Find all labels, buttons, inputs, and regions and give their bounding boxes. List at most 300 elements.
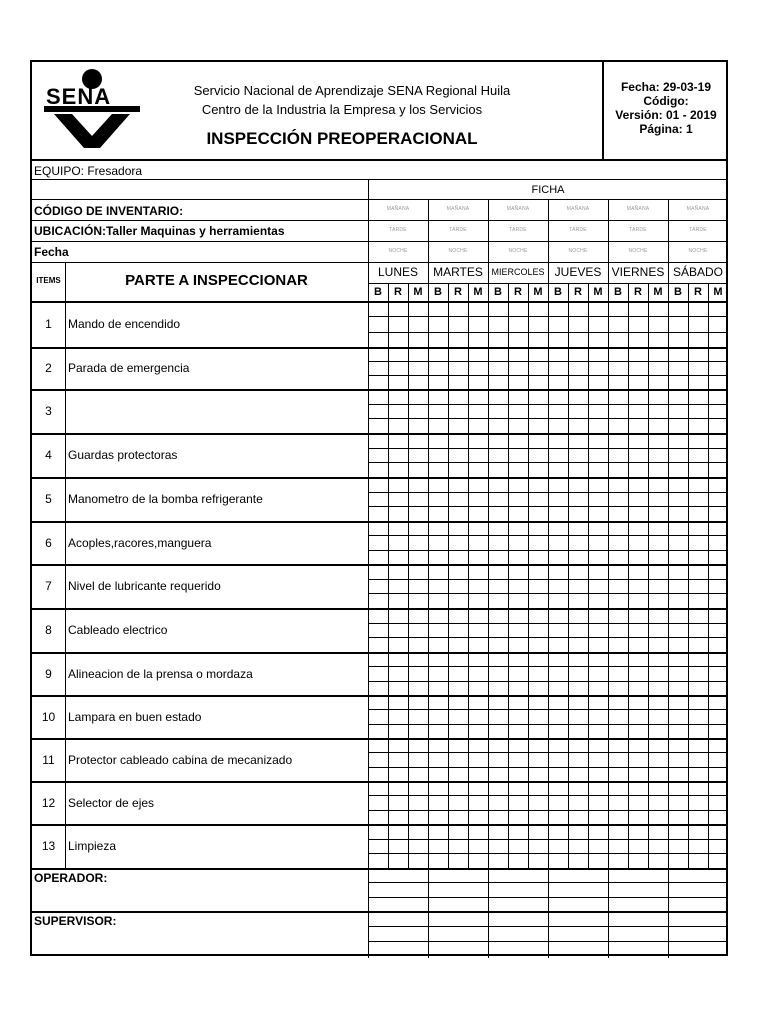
check-cell[interactable]: [468, 347, 488, 389]
item-number: 2: [45, 361, 52, 375]
check-cell[interactable]: [588, 695, 608, 738]
check-cell[interactable]: [668, 301, 688, 347]
check-cell[interactable]: [648, 301, 668, 347]
check-cell[interactable]: [428, 389, 448, 433]
check-cell[interactable]: [368, 781, 388, 824]
check-cell[interactable]: [568, 477, 588, 521]
check-cell[interactable]: [688, 608, 708, 652]
check-cell[interactable]: [408, 389, 428, 433]
check-cell[interactable]: [688, 389, 708, 433]
check-cell[interactable]: [628, 695, 648, 738]
check-cell[interactable]: [388, 652, 408, 695]
check-cell[interactable]: [508, 781, 528, 824]
supervisor-sign-cell[interactable]: [368, 911, 428, 956]
check-cell[interactable]: [368, 477, 388, 521]
check-cell[interactable]: [488, 695, 508, 738]
check-cell[interactable]: [528, 433, 548, 477]
item-label: [68, 389, 366, 433]
check-cell[interactable]: [708, 347, 728, 389]
check-cell[interactable]: [688, 652, 708, 695]
operador-sign-cell[interactable]: [488, 868, 548, 911]
rating-header: M: [593, 286, 603, 298]
check-cell[interactable]: [368, 347, 388, 389]
check-cell[interactable]: [708, 695, 728, 738]
check-cell[interactable]: [388, 695, 408, 738]
check-cell[interactable]: [448, 389, 468, 433]
item-label: Selector de ejes: [68, 795, 155, 810]
check-cell[interactable]: [448, 301, 468, 347]
check-cell[interactable]: [648, 738, 668, 781]
supervisor-sign-cell[interactable]: [548, 911, 608, 956]
check-cell[interactable]: [408, 824, 428, 868]
check-cell[interactable]: [468, 433, 488, 477]
check-cell[interactable]: [428, 564, 448, 608]
check-cell[interactable]: [588, 564, 608, 608]
check-cell[interactable]: [688, 347, 708, 389]
check-cell[interactable]: [448, 652, 468, 695]
check-cell[interactable]: [388, 738, 408, 781]
check-cell[interactable]: [648, 652, 668, 695]
check-cell[interactable]: [568, 301, 588, 347]
check-cell[interactable]: [588, 433, 608, 477]
codigo-inventario-label: CÓDIGO DE INVENTARIO:: [34, 204, 184, 218]
item-number: 1: [45, 317, 52, 331]
check-cell[interactable]: [388, 824, 408, 868]
check-cell[interactable]: [668, 521, 688, 564]
check-cell[interactable]: [488, 564, 508, 608]
rating-header: B: [554, 286, 562, 298]
check-cell[interactable]: [508, 347, 528, 389]
check-cell[interactable]: [448, 564, 468, 608]
supervisor-sign-cell[interactable]: [488, 911, 548, 956]
check-cell[interactable]: [608, 477, 628, 521]
check-cell[interactable]: [388, 608, 408, 652]
shift-cell: NOCHE: [628, 248, 648, 254]
check-cell[interactable]: [548, 652, 568, 695]
check-cell[interactable]: [368, 695, 388, 738]
check-cell[interactable]: [388, 781, 408, 824]
day-header-lunes: LUNES: [377, 265, 418, 279]
check-cell[interactable]: [688, 824, 708, 868]
check-cell[interactable]: [608, 695, 628, 738]
check-cell[interactable]: [568, 781, 588, 824]
rating-header: B: [494, 286, 502, 298]
check-cell[interactable]: [488, 781, 508, 824]
check-cell[interactable]: [548, 781, 568, 824]
rating-header: M: [533, 286, 543, 298]
check-cell[interactable]: [468, 738, 488, 781]
check-cell[interactable]: [608, 781, 628, 824]
check-cell[interactable]: [548, 564, 568, 608]
check-cell[interactable]: [428, 608, 448, 652]
check-cell[interactable]: [468, 521, 488, 564]
part-header: PARTE A INSPECCIONAR: [125, 272, 308, 289]
check-cell[interactable]: [708, 781, 728, 824]
check-cell[interactable]: [628, 738, 648, 781]
check-cell[interactable]: [508, 433, 528, 477]
check-cell[interactable]: [548, 824, 568, 868]
day-header-martes: MARTES: [433, 265, 483, 279]
check-cell[interactable]: [448, 477, 468, 521]
check-cell[interactable]: [588, 477, 608, 521]
check-cell[interactable]: [408, 347, 428, 389]
check-cell[interactable]: [588, 608, 608, 652]
check-cell[interactable]: [588, 389, 608, 433]
check-cell[interactable]: [368, 389, 388, 433]
item-number: 4: [45, 448, 52, 462]
check-cell[interactable]: [548, 738, 568, 781]
check-cell[interactable]: [568, 389, 588, 433]
check-cell[interactable]: [608, 652, 628, 695]
supervisor-label: SUPERVISOR:: [34, 914, 117, 928]
check-cell[interactable]: [708, 301, 728, 347]
check-cell[interactable]: [568, 695, 588, 738]
shift-cell: MAÑANA: [686, 206, 710, 212]
sena-logo: [40, 66, 144, 154]
check-cell[interactable]: [668, 738, 688, 781]
check-cell[interactable]: [448, 738, 468, 781]
check-cell[interactable]: [688, 433, 708, 477]
supervisor-sign-cell[interactable]: [608, 911, 668, 956]
check-cell[interactable]: [408, 695, 428, 738]
check-cell[interactable]: [368, 564, 388, 608]
check-cell[interactable]: [388, 301, 408, 347]
check-cell[interactable]: [468, 301, 488, 347]
check-cell[interactable]: [368, 608, 388, 652]
check-cell[interactable]: [548, 347, 568, 389]
check-cell[interactable]: [708, 477, 728, 521]
check-cell[interactable]: [488, 824, 508, 868]
check-cell[interactable]: [648, 695, 668, 738]
check-cell[interactable]: [528, 695, 548, 738]
check-cell[interactable]: [428, 521, 448, 564]
check-cell[interactable]: [368, 521, 388, 564]
check-cell[interactable]: [588, 824, 608, 868]
check-cell[interactable]: [548, 695, 568, 738]
check-cell[interactable]: [568, 652, 588, 695]
shift-cell: MAÑANA: [386, 206, 410, 212]
supervisor-sign-cell[interactable]: [668, 911, 728, 956]
check-cell[interactable]: [528, 824, 548, 868]
check-cell[interactable]: [648, 564, 668, 608]
check-cell[interactable]: [688, 477, 708, 521]
check-cell[interactable]: [708, 564, 728, 608]
check-cell[interactable]: [448, 824, 468, 868]
check-cell[interactable]: [528, 389, 548, 433]
check-cell[interactable]: [508, 477, 528, 521]
item-label: Nivel de lubricante requerido: [68, 579, 221, 593]
check-cell[interactable]: [668, 695, 688, 738]
shift-cell: TARDE: [389, 227, 407, 233]
check-cell[interactable]: [468, 389, 488, 433]
check-cell[interactable]: [528, 652, 548, 695]
check-cell[interactable]: [368, 824, 388, 868]
day-header-viernes: VIERNES: [611, 265, 665, 279]
check-cell[interactable]: [528, 477, 548, 521]
check-cell[interactable]: [588, 738, 608, 781]
ficha-label: FICHA: [531, 184, 565, 196]
check-cell[interactable]: [528, 521, 548, 564]
check-cell[interactable]: [548, 477, 568, 521]
check-cell[interactable]: [688, 564, 708, 608]
check-cell[interactable]: [708, 389, 728, 433]
check-cell[interactable]: [388, 521, 408, 564]
check-cell[interactable]: [468, 824, 488, 868]
meta-version: Versión: 01 - 2019: [615, 108, 717, 122]
check-cell[interactable]: [628, 521, 648, 564]
operador-label: OPERADOR:: [34, 871, 108, 885]
check-cell[interactable]: [688, 521, 708, 564]
check-cell[interactable]: [668, 389, 688, 433]
check-cell[interactable]: [448, 608, 468, 652]
org-line-2: Centro de la Industria la Empresa y los Servicios: [201, 102, 483, 117]
check-cell[interactable]: [408, 564, 428, 608]
check-cell[interactable]: [608, 564, 628, 608]
check-cell[interactable]: [648, 521, 668, 564]
check-cell[interactable]: [488, 652, 508, 695]
check-cell[interactable]: [608, 608, 628, 652]
check-cell[interactable]: [708, 608, 728, 652]
check-cell[interactable]: [628, 389, 648, 433]
check-cell[interactable]: [408, 781, 428, 824]
check-cell[interactable]: [528, 781, 548, 824]
check-cell[interactable]: [428, 433, 448, 477]
check-cell[interactable]: [668, 433, 688, 477]
day-header-sábado: SÁBADO: [672, 265, 723, 279]
check-cell[interactable]: [568, 564, 588, 608]
check-cell[interactable]: [428, 824, 448, 868]
check-cell[interactable]: [368, 301, 388, 347]
check-cell[interactable]: [688, 738, 708, 781]
check-cell[interactable]: [648, 347, 668, 389]
rating-header: R: [634, 286, 642, 298]
item-label: Parada de emergencia: [68, 361, 190, 375]
item-number: 8: [45, 623, 52, 637]
check-cell[interactable]: [428, 301, 448, 347]
check-cell[interactable]: [508, 521, 528, 564]
check-cell[interactable]: [408, 433, 428, 477]
check-cell[interactable]: [468, 781, 488, 824]
check-cell[interactable]: [508, 738, 528, 781]
check-cell[interactable]: [568, 347, 588, 389]
check-cell[interactable]: [588, 347, 608, 389]
check-cell[interactable]: [668, 781, 688, 824]
check-cell[interactable]: [528, 608, 548, 652]
rating-header: B: [434, 286, 442, 298]
check-cell[interactable]: [588, 521, 608, 564]
check-cell[interactable]: [468, 477, 488, 521]
check-cell[interactable]: [508, 695, 528, 738]
check-cell[interactable]: [628, 433, 648, 477]
check-cell[interactable]: [688, 695, 708, 738]
check-cell[interactable]: [528, 738, 548, 781]
supervisor-sign-cell[interactable]: [428, 911, 488, 956]
check-cell[interactable]: [408, 738, 428, 781]
check-cell[interactable]: [608, 521, 628, 564]
check-cell[interactable]: [448, 347, 468, 389]
rating-header: R: [394, 286, 402, 298]
check-cell[interactable]: [648, 608, 668, 652]
item-label: Limpieza: [68, 839, 117, 853]
check-cell[interactable]: [708, 652, 728, 695]
check-cell[interactable]: [468, 608, 488, 652]
check-cell[interactable]: [528, 301, 548, 347]
item-number: 10: [41, 709, 56, 724]
check-cell[interactable]: [668, 347, 688, 389]
check-cell[interactable]: [668, 824, 688, 868]
shift-cell: NOCHE: [448, 248, 468, 254]
check-cell[interactable]: [508, 652, 528, 695]
check-cell[interactable]: [488, 389, 508, 433]
check-cell[interactable]: [388, 564, 408, 608]
check-cell[interactable]: [468, 652, 488, 695]
check-cell[interactable]: [608, 347, 628, 389]
check-cell[interactable]: [488, 347, 508, 389]
check-cell[interactable]: [448, 695, 468, 738]
check-cell[interactable]: [568, 824, 588, 868]
check-cell[interactable]: [628, 347, 648, 389]
check-cell[interactable]: [668, 652, 688, 695]
check-cell[interactable]: [388, 347, 408, 389]
check-cell[interactable]: [628, 301, 648, 347]
check-cell[interactable]: [548, 301, 568, 347]
check-cell[interactable]: [628, 652, 648, 695]
check-cell[interactable]: [408, 608, 428, 652]
check-cell[interactable]: [488, 608, 508, 652]
check-cell[interactable]: [588, 781, 608, 824]
check-cell[interactable]: [508, 564, 528, 608]
check-cell[interactable]: [508, 301, 528, 347]
check-cell[interactable]: [668, 564, 688, 608]
check-cell[interactable]: [408, 301, 428, 347]
check-cell[interactable]: [388, 477, 408, 521]
check-cell[interactable]: [368, 433, 388, 477]
meta-codigo: Código:: [643, 94, 689, 108]
check-cell[interactable]: [688, 301, 708, 347]
check-cell[interactable]: [488, 738, 508, 781]
operador-sign-cell[interactable]: [428, 868, 488, 911]
check-cell[interactable]: [648, 824, 668, 868]
check-cell[interactable]: [668, 477, 688, 521]
item-number: 9: [45, 666, 52, 681]
rating-header: R: [694, 286, 702, 298]
check-cell[interactable]: [508, 608, 528, 652]
check-cell[interactable]: [628, 477, 648, 521]
check-cell[interactable]: [448, 433, 468, 477]
check-cell[interactable]: [388, 433, 408, 477]
check-cell[interactable]: [488, 433, 508, 477]
shift-cell: MAÑANA: [626, 206, 650, 212]
check-cell[interactable]: [488, 301, 508, 347]
shift-cell: NOCHE: [568, 248, 588, 254]
check-cell[interactable]: [408, 521, 428, 564]
form-meta: [604, 80, 728, 136]
items-header: ITEMS: [36, 276, 61, 285]
check-cell[interactable]: [568, 521, 588, 564]
operador-sign-cell[interactable]: [548, 868, 608, 911]
check-cell[interactable]: [428, 477, 448, 521]
check-cell[interactable]: [608, 389, 628, 433]
check-cell[interactable]: [708, 824, 728, 868]
check-cell[interactable]: [648, 781, 668, 824]
check-cell[interactable]: [628, 608, 648, 652]
check-cell[interactable]: [708, 521, 728, 564]
check-cell[interactable]: [388, 389, 408, 433]
check-cell[interactable]: [428, 781, 448, 824]
check-cell[interactable]: [428, 652, 448, 695]
check-cell[interactable]: [648, 433, 668, 477]
check-cell[interactable]: [608, 433, 628, 477]
item-label: Lampara en buen estado: [68, 709, 202, 724]
check-cell[interactable]: [548, 433, 568, 477]
check-cell[interactable]: [428, 695, 448, 738]
shift-cell: TARDE: [629, 227, 647, 233]
check-cell[interactable]: [368, 738, 388, 781]
check-cell[interactable]: [588, 652, 608, 695]
check-cell[interactable]: [628, 564, 648, 608]
check-cell[interactable]: [648, 477, 668, 521]
shift-cell: TARDE: [689, 227, 707, 233]
check-cell[interactable]: [528, 347, 548, 389]
check-cell[interactable]: [508, 389, 528, 433]
check-cell[interactable]: [608, 738, 628, 781]
check-cell[interactable]: [568, 433, 588, 477]
check-cell[interactable]: [448, 781, 468, 824]
check-cell[interactable]: [548, 389, 568, 433]
check-cell[interactable]: [488, 477, 508, 521]
check-cell[interactable]: [568, 738, 588, 781]
check-cell[interactable]: [608, 301, 628, 347]
check-cell[interactable]: [468, 564, 488, 608]
shift-cell: MAÑANA: [566, 206, 590, 212]
item-number: 3: [45, 404, 52, 418]
check-cell[interactable]: [588, 301, 608, 347]
check-cell[interactable]: [668, 608, 688, 652]
operador-sign-cell[interactable]: [608, 868, 668, 911]
check-cell[interactable]: [548, 521, 568, 564]
check-cell[interactable]: [508, 824, 528, 868]
item-number: 11: [42, 752, 55, 767]
check-cell[interactable]: [368, 652, 388, 695]
check-cell[interactable]: [408, 477, 428, 521]
item-label: Guardas protectoras: [68, 448, 178, 462]
meta-pagina: Página: 1: [639, 122, 693, 136]
check-cell[interactable]: [648, 389, 668, 433]
inspection-form: [30, 60, 728, 956]
check-cell[interactable]: [548, 608, 568, 652]
check-cell[interactable]: [628, 824, 648, 868]
check-cell[interactable]: [708, 433, 728, 477]
rating-header: B: [374, 286, 382, 298]
check-cell[interactable]: [408, 652, 428, 695]
check-cell[interactable]: [708, 738, 728, 781]
check-cell[interactable]: [488, 521, 508, 564]
check-cell[interactable]: [528, 564, 548, 608]
check-cell[interactable]: [448, 521, 468, 564]
check-cell[interactable]: [688, 781, 708, 824]
operador-sign-cell[interactable]: [368, 868, 428, 911]
check-cell[interactable]: [428, 738, 448, 781]
shift-cell: NOCHE: [688, 248, 708, 254]
check-cell[interactable]: [468, 695, 488, 738]
check-cell[interactable]: [428, 347, 448, 389]
check-cell[interactable]: [608, 824, 628, 868]
rating-header: B: [614, 286, 622, 298]
check-cell[interactable]: [568, 608, 588, 652]
check-cell[interactable]: [628, 781, 648, 824]
operador-sign-cell[interactable]: [668, 868, 728, 911]
day-header-miercoles: MIERCOLES: [491, 267, 545, 277]
